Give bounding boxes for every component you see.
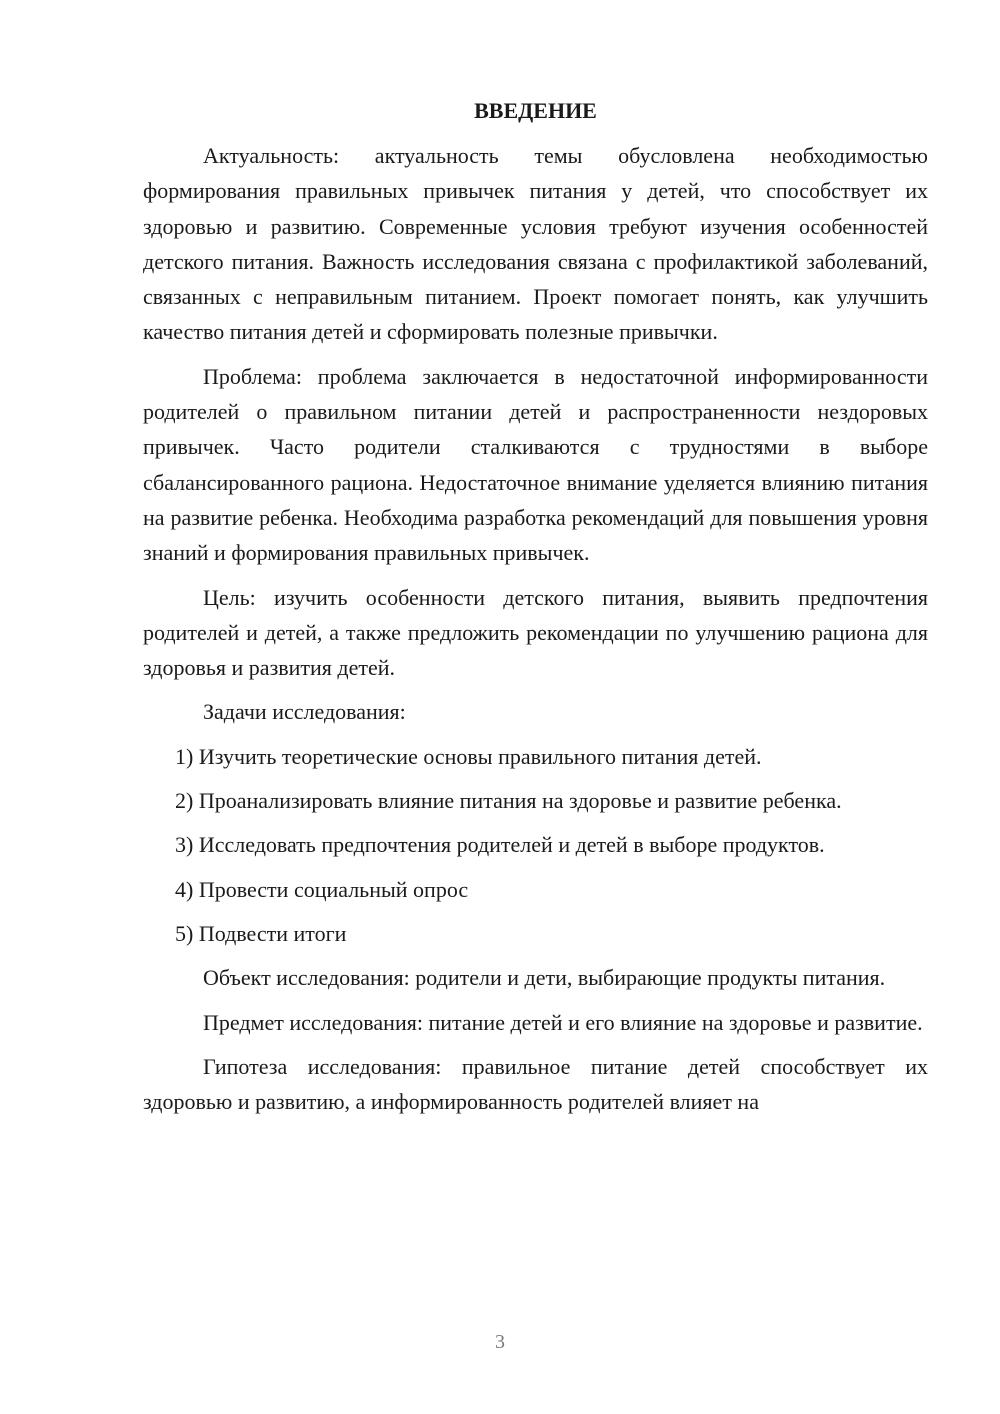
tasks-heading: Задачи исследования: — [203, 699, 406, 725]
hypothesis-paragraph: Гипотеза исследования: правильное питание детей способствует их здоровью и развитию, а информированность родителей влияет на — [143, 1053, 928, 1115]
task-item-5: 5) Подвести итоги — [175, 920, 347, 946]
task-item-4: 4) Провести социальный опрос — [175, 876, 469, 902]
page-title: ВВЕДЕНИЕ — [474, 98, 597, 123]
relevance-paragraph: Актуальность: актуальность темы обусловлена необходимостью формирования правильных привычек питания у детей, что способствует их здоровью и развитию. Современные условия требуют изучения особенностей детского питания. Важность исследования связана с профилактикой заболеваний, связанных с неправильным питанием. Проект помогает понять, как улучшить качество питания детей и сформировать полезные привычки. — [143, 143, 928, 345]
object-paragraph: Объект исследования: родители и дети, выбирающие продукты питания. — [203, 965, 886, 991]
goal-paragraph: Цель: изучить особенности детского питания, выявить предпочтения родителей и детей, а также предложить рекомендации по улучшению рациона для здоровья и развития детей. — [143, 584, 928, 681]
subject-paragraph: Предмет исследования: питание детей и его влияние на здоровье и развитие. — [203, 1009, 923, 1035]
task-item-3: 3) Исследовать предпочтения родителей и детей в выборе продуктов. — [175, 832, 825, 858]
task-item-1: 1) Изучить теоретические основы правильного питания детей. — [175, 743, 762, 769]
task-item-2: 2) Проанализировать влияние питания на здоровье и развитие ребенка. — [175, 788, 842, 814]
problem-paragraph: Проблема: проблема заключается в недостаточной информированности родителей о правильном питании детей и распространенности нездоровых привычек. Часто родители сталкиваются с трудностями в выборе сбалансированного рациона. Недостаточное внимание уделяется влиянию питания на развитие ребенка. Необходима разработка рекомендаций для повышения уровня знаний и формирования правильных привычек. — [143, 363, 928, 566]
page-content — [143, 93, 928, 1128]
page-number: 3 — [495, 1331, 505, 1353]
